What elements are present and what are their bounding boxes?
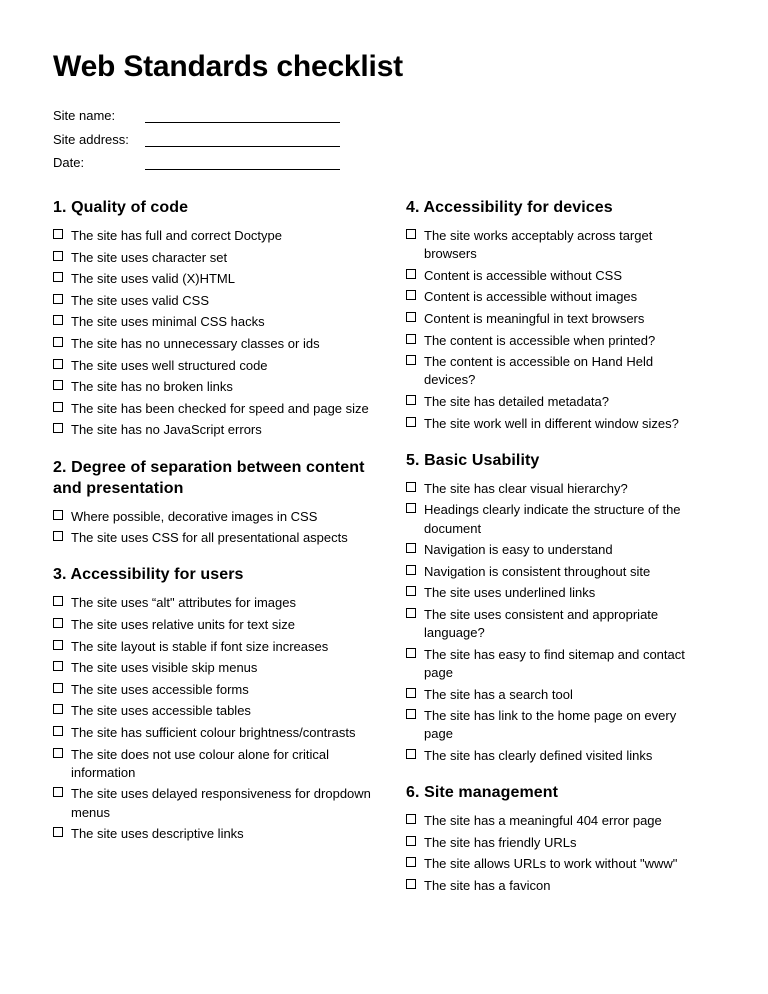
checklist-item-label: The site has friendly URLs xyxy=(424,834,577,850)
section-accessibility-users xyxy=(53,564,373,843)
checklist-item-label: The site has easy to find sitemap and contact page xyxy=(424,646,685,680)
checklist-item[interactable] xyxy=(406,353,706,389)
site-info-fields xyxy=(53,107,340,178)
checklist-item[interactable] xyxy=(406,747,706,765)
checklist-item[interactable] xyxy=(53,357,373,375)
checkbox[interactable] xyxy=(406,355,416,365)
section-accessibility-devices xyxy=(406,197,706,433)
checkbox[interactable] xyxy=(406,312,416,322)
checklist-item-label: Where possible, decorative images in CSS xyxy=(71,508,318,524)
checklist-item[interactable] xyxy=(53,616,373,634)
checklist-item[interactable] xyxy=(53,702,373,720)
checklist-item-label: The site has full and correct Doctype xyxy=(71,228,282,243)
checklist-item[interactable] xyxy=(53,659,373,677)
checkbox[interactable] xyxy=(53,787,63,797)
checklist-item-label: Content is accessible without images xyxy=(424,289,638,305)
checkbox[interactable] xyxy=(406,879,416,889)
section-title: 4. Accessibility for devices xyxy=(406,199,613,216)
checklist-item[interactable] xyxy=(53,746,373,782)
checklist-item[interactable] xyxy=(406,267,706,285)
checklist-item-label: The site uses valid CSS xyxy=(71,292,210,308)
checkbox[interactable] xyxy=(406,334,416,344)
checklist-item-label: The site has a search tool xyxy=(424,686,573,702)
checkbox[interactable] xyxy=(53,272,63,282)
checkbox[interactable] xyxy=(53,748,63,758)
section-basic-usability xyxy=(406,450,706,765)
checklist-item-label: The site has clearly defined visited links xyxy=(424,747,653,763)
checklist-item-label: The site has detailed metadata? xyxy=(424,393,610,409)
checkbox[interactable] xyxy=(406,290,416,300)
checklist-item[interactable] xyxy=(53,594,373,612)
checklist-item[interactable] xyxy=(53,724,373,742)
checklist-item-label: Headings clearly indicate the structure of the document xyxy=(424,502,681,536)
site-address-blank-line[interactable] xyxy=(145,131,340,147)
checklist xyxy=(53,227,373,440)
checklist xyxy=(53,508,373,548)
site-address-field[interactable] xyxy=(53,131,340,155)
checklist-item-label: The site uses “alt" attributes for images xyxy=(71,595,296,611)
checkbox[interactable] xyxy=(406,608,416,618)
site-name-label: Site name: xyxy=(53,108,116,123)
checklist-item-label: The site has no JavaScript errors xyxy=(71,422,262,438)
checklist-item-label: The site has sufficient colour brightness/contrasts xyxy=(71,724,356,740)
checklist-item[interactable] xyxy=(53,638,373,656)
checklist-item-label: The site uses consistent and appropriate language? xyxy=(424,606,659,641)
checklist-item[interactable] xyxy=(406,834,706,852)
checkbox[interactable] xyxy=(53,661,63,671)
checkbox[interactable] xyxy=(406,586,416,596)
checklist-item-label: The site uses accessible tables xyxy=(71,703,251,719)
checklist-item-label: The content is accessible on Hand Held devices? xyxy=(424,354,654,388)
checkbox[interactable] xyxy=(53,380,63,390)
checklist-item[interactable] xyxy=(406,227,706,263)
checklist-item-label: The site uses descriptive links xyxy=(71,826,244,842)
checkbox[interactable] xyxy=(53,229,63,239)
date-label: Date: xyxy=(53,155,85,170)
checklist-item-label: The site uses delayed responsiveness for dropdown menus xyxy=(71,786,371,820)
checkbox[interactable] xyxy=(406,648,416,658)
section-title: 6. Site management xyxy=(406,784,559,802)
checklist-item-label: The site works acceptably across target browsers xyxy=(424,228,653,262)
checklist-item-label: The site layout is stable if font size increases xyxy=(71,638,329,654)
checkbox[interactable] xyxy=(406,814,416,824)
checklist-item[interactable] xyxy=(406,707,706,743)
checkbox[interactable] xyxy=(406,229,416,239)
checklist xyxy=(53,594,373,843)
checklist-item[interactable] xyxy=(406,563,706,581)
checklist-item-label: The site uses relative units for text size xyxy=(71,616,295,632)
section-title: 3. Accessibility for users xyxy=(53,566,244,584)
checkbox[interactable] xyxy=(406,565,416,575)
checklist-item-label: The site has clear visual hierarchy? xyxy=(424,480,628,496)
checklist-item-label: The site has no broken links xyxy=(71,379,233,395)
right-column xyxy=(406,197,706,912)
checklist-item[interactable] xyxy=(53,421,373,439)
checklist-item[interactable] xyxy=(406,812,706,830)
checkbox[interactable] xyxy=(406,503,416,513)
checkbox[interactable] xyxy=(53,359,63,369)
checkbox[interactable] xyxy=(406,688,416,698)
checklist-item[interactable] xyxy=(406,855,706,873)
checkbox[interactable] xyxy=(53,704,63,714)
section-title: 2. Degree of separation between content and presentation xyxy=(53,458,365,497)
checklist-item[interactable] xyxy=(406,606,706,642)
checkbox[interactable] xyxy=(406,749,416,759)
checklist-item-label: The site has a favicon xyxy=(424,877,551,893)
date-field[interactable] xyxy=(53,154,340,178)
section-quality-of-code xyxy=(53,197,373,440)
checklist-item[interactable] xyxy=(53,378,373,396)
checkbox[interactable] xyxy=(406,395,416,405)
checklist-item[interactable] xyxy=(406,480,706,498)
checkbox[interactable] xyxy=(53,337,63,347)
checkbox[interactable] xyxy=(53,618,63,628)
checklist-item-label: The site uses character set xyxy=(71,249,228,265)
checklist-item[interactable] xyxy=(53,400,373,418)
checklist-item[interactable] xyxy=(406,541,706,559)
checklist-item[interactable] xyxy=(53,292,373,310)
checkbox[interactable] xyxy=(53,294,63,304)
checkbox[interactable] xyxy=(53,596,63,606)
checkbox[interactable] xyxy=(53,423,63,433)
checklist xyxy=(406,812,706,895)
checklist-item-label: The site uses accessible forms xyxy=(71,681,249,697)
section-title: 1. Quality of code xyxy=(53,199,189,216)
checklist-item-label: The site uses well structured code xyxy=(71,357,268,373)
checklist-item-label: The site has link to the home page on every page xyxy=(424,708,677,742)
checklist-item[interactable] xyxy=(406,646,706,682)
checklist-item-label: The site uses CSS for all presentational aspects xyxy=(71,530,348,546)
checklist xyxy=(406,480,706,765)
page-title: Web Standards checklist xyxy=(53,50,403,83)
checkbox[interactable] xyxy=(53,640,63,650)
checkbox[interactable] xyxy=(406,857,416,867)
checklist-item[interactable] xyxy=(406,877,706,895)
checklist-item[interactable] xyxy=(53,529,373,547)
checklist-item-label: Navigation is consistent throughout site xyxy=(424,563,651,579)
checkbox[interactable] xyxy=(53,315,63,325)
checklist-item[interactable] xyxy=(406,501,706,537)
checklist-item-label: The site work well in different window sizes? xyxy=(424,415,679,431)
checklist-item[interactable] xyxy=(53,270,373,288)
checkbox[interactable] xyxy=(53,827,63,837)
site-address-label: Site address: xyxy=(53,131,129,147)
checkbox[interactable] xyxy=(53,402,63,412)
checklist-item-label: Navigation is easy to understand xyxy=(424,542,613,558)
checkbox[interactable] xyxy=(406,417,416,427)
checklist-item[interactable] xyxy=(406,332,706,350)
checklist-item[interactable] xyxy=(53,249,373,267)
checklist-item[interactable] xyxy=(406,288,706,306)
checkbox[interactable] xyxy=(406,836,416,846)
checkbox[interactable] xyxy=(406,709,416,719)
checklist-item-label: The site uses valid (X)HTML xyxy=(71,271,235,287)
checklist-item-label: The site does not use colour alone for critical information xyxy=(71,746,329,780)
checklist-item[interactable] xyxy=(53,335,373,353)
checklist-item[interactable] xyxy=(53,227,373,245)
checklist-item[interactable] xyxy=(406,686,706,704)
checklist-item[interactable] xyxy=(406,310,706,328)
checklist-item-label: The site uses minimal CSS hacks xyxy=(71,314,265,330)
checklist xyxy=(406,227,706,433)
checklist-item-label: The site has no unnecessary classes or ids xyxy=(71,335,320,351)
checklist-item[interactable] xyxy=(53,785,373,821)
checklist-item-label: The site allows URLs to work without "www" xyxy=(424,856,678,872)
checkbox[interactable] xyxy=(406,543,416,553)
checklist-item[interactable] xyxy=(53,313,373,331)
checklist-item-label: Content is accessible without CSS xyxy=(424,267,622,283)
checkbox[interactable] xyxy=(53,726,63,736)
section-separation xyxy=(53,457,373,548)
checklist-item[interactable] xyxy=(53,825,373,843)
checklist-item[interactable] xyxy=(53,681,373,699)
checklist-item-label: The site uses underlined links xyxy=(424,585,596,601)
checkbox[interactable] xyxy=(53,683,63,693)
checkbox[interactable] xyxy=(406,269,416,279)
date-blank-line[interactable] xyxy=(145,154,340,170)
checkbox[interactable] xyxy=(406,482,416,492)
checklist-item-label: The content is accessible when printed? xyxy=(424,332,656,348)
left-column xyxy=(53,197,373,860)
checkbox[interactable] xyxy=(53,510,63,520)
checklist-item[interactable] xyxy=(406,393,706,411)
checklist-item-label: The site has a meaningful 404 error page xyxy=(424,813,662,829)
checkbox[interactable] xyxy=(53,251,63,261)
checklist-item-label: Content is meaningful in text browsers xyxy=(424,310,645,326)
checkbox[interactable] xyxy=(53,531,63,541)
checklist-item-label: The site uses visible skip menus xyxy=(71,660,258,676)
checklist-item-label: The site has been checked for speed and page size xyxy=(71,400,369,416)
checklist-item[interactable] xyxy=(53,508,373,526)
checklist-item[interactable] xyxy=(406,415,706,433)
site-name-blank-line[interactable] xyxy=(145,107,340,123)
section-title: 5. Basic Usability xyxy=(406,451,540,469)
section-site-management xyxy=(406,782,706,895)
site-name-field[interactable] xyxy=(53,107,340,131)
checklist-item[interactable] xyxy=(406,584,706,602)
